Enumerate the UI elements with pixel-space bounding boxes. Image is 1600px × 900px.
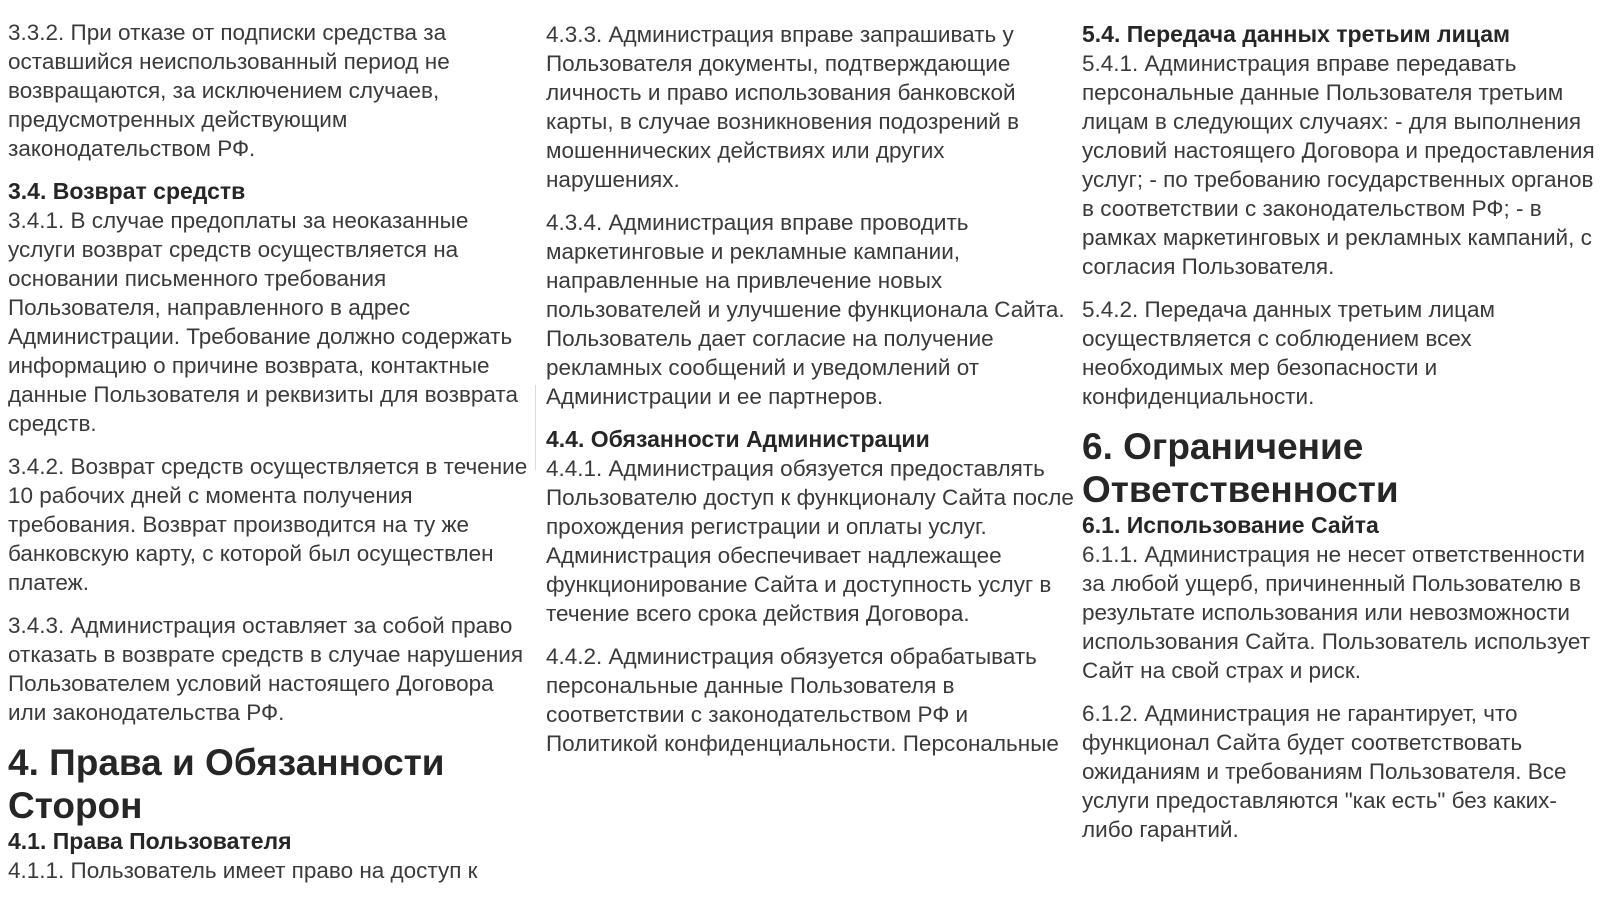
paragraph-4-1-1: 4.1.1. Пользователь имеет право на доступ к — [8, 858, 478, 883]
column-middle — [546, 0, 1076, 900]
column-left — [8, 0, 538, 900]
paragraph-4-4-1: 4.4.1. Администрация обязуется предоставлять Пользователю доступ к функционалу Сайта после прохождения регистрации и оплаты услуг. Администрация обеспечивает надлежащее функционирование Сайта и доступность услуг в течение всего срока действия Договора. — [546, 456, 1074, 626]
heading-3-4: 3.4. Возврат средств — [8, 178, 246, 204]
paragraph-3-4-2: 3.4.2. Возврат средств осуществляется в течение 10 рабочих дней с момента получения требования. Возврат производится на ту же банковскую карту, с которой был осуществлен платеж. — [8, 454, 528, 595]
paragraph-3-3-2: 3.3.2. При отказе от подписки средства за оставшийся неиспользованный период не возвращаются, за исключением случаев, предусмотренных действующим законодательством РФ. — [8, 20, 450, 161]
heading-section-4: 4. Права и Обязанности Сторон — [8, 742, 445, 826]
paragraph-4-3-3: 4.3.3. Администрация вправе запрашивать у Пользователя документы, подтверждающие личность и право использования банковской карты, в случае возникновения подозрений в мошеннических действиях или других нарушениях. — [546, 22, 1020, 192]
paragraph-3-4-1: 3.4.1. В случае предоплаты за неоказанные услуги возврат средств осуществляется на основании письменного требования Пользователя, направленного в адрес Администрации. Требование должно содержать информацию о причине возврата, контактные данные Пользователя и реквизиты для возврата средств. — [8, 208, 518, 436]
column-divider — [535, 385, 536, 470]
paragraph-6-1-2: 6.1.2. Администрация не гарантирует, что функционал Сайта будет соответствовать ожиданиям и требованиям Пользователя. Все услуги предоставляются "как есть" без каких-либо гарантий. — [1082, 701, 1567, 842]
paragraph-4-4-2: 4.4.2. Администрация обязуется обрабатывать персональные данные Пользователя в соответствии с законодательством РФ и Политикой конфиденциальности. Персональные — [546, 644, 1059, 756]
heading-6-1: 6.1. Использование Сайта — [1082, 512, 1379, 538]
paragraph-4-3-4: 4.3.4. Администрация вправе проводить маркетинговые и рекламные кампании, направленные на привлечение новых пользователей и улучшение функционала Сайта. Пользователь дает согласие на получение рекламных сообщений и уведомлений от Администрации и ее партнеров. — [546, 210, 1065, 409]
heading-5-4: 5.4. Передача данных третьим лицам — [1082, 21, 1510, 47]
column-right — [1082, 0, 1598, 900]
heading-4-4: 4.4. Обязанности Администрации — [546, 426, 930, 452]
paragraph-5-4-2: 5.4.2. Передача данных третьим лицам осуществляется с соблюдением всех необходимых мер безопасности и конфиденциальности. — [1082, 297, 1496, 409]
top-edge — [0, 0, 1600, 6]
heading-4-1: 4.1. Права Пользователя — [8, 828, 292, 854]
paragraph-3-4-3: 3.4.3. Администрация оставляет за собой право отказать в возврате средств в случае нарушения Пользователем условий настоящего Договора или законодательства РФ. — [8, 613, 524, 725]
heading-section-6: 6. Ограничение Ответственности — [1082, 426, 1399, 510]
paragraph-5-4-1: 5.4.1. Администрация вправе передавать персональные данные Пользователя третьим лицам в следующих случаях: - для выполнения условий настоящего Договора и предоставления услуг; - по требованию государственных органов в соответствии с законодательством РФ; - в рамках маркетинговых и рекламных кампаний, с согласия Пользователя. — [1082, 51, 1595, 279]
paragraph-6-1-1: 6.1.1. Администрация не несет ответственности за любой ущерб, причиненный Пользователю в результате использования или невозможности использования Сайта. Пользователь использует Сайт на свой страх и риск. — [1082, 542, 1591, 683]
